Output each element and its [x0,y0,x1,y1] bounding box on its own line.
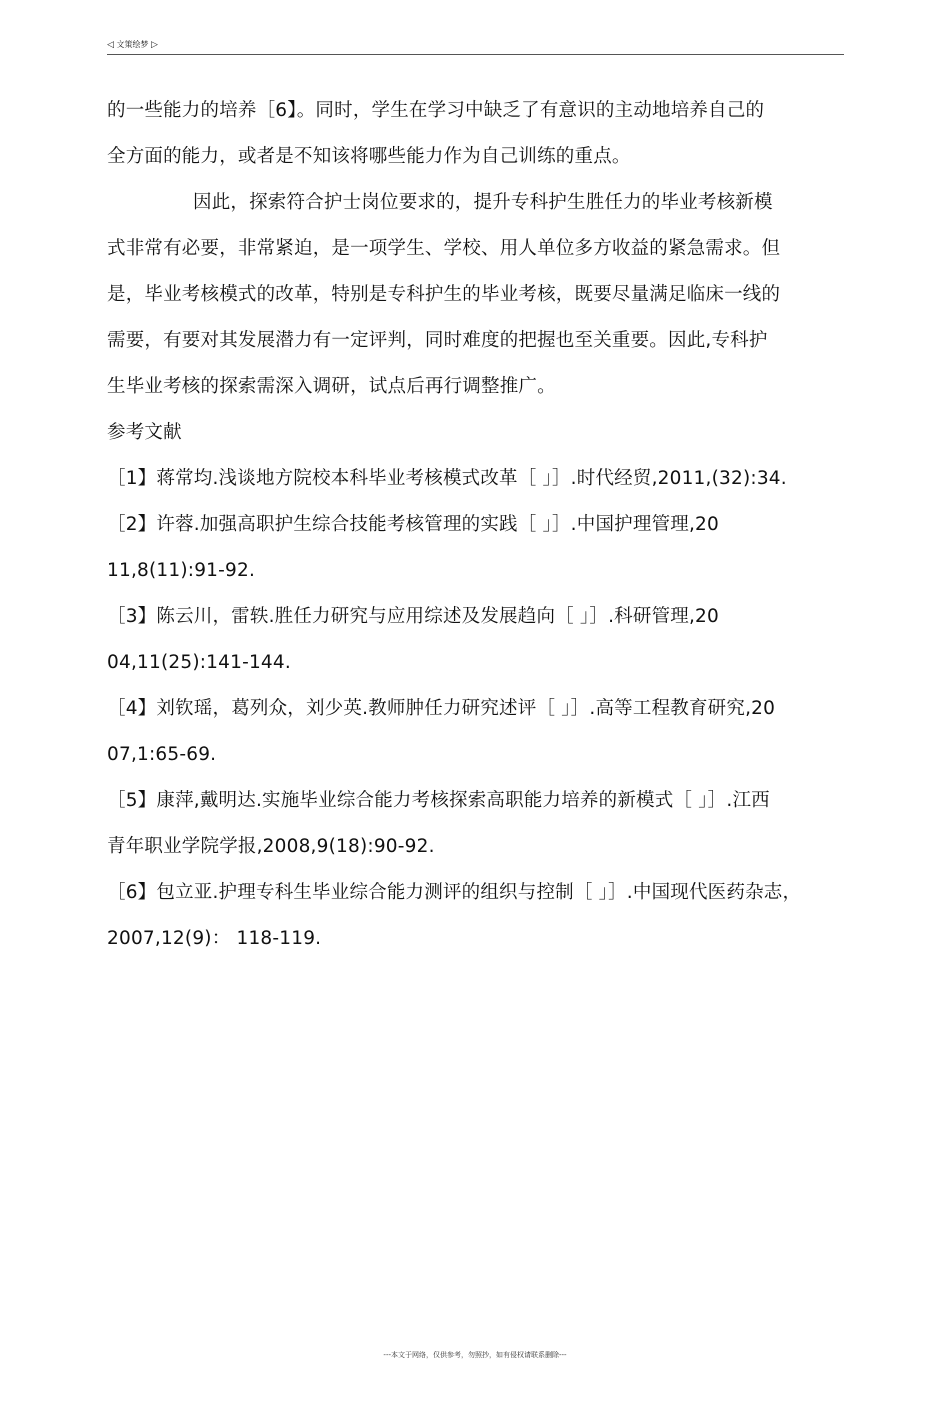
reference-line: 07,1:65-69. [107,744,217,765]
reference-line: ［1】蒋常均.浅谈地方院校本科毕业考核模式改革［ 」］.时代经贸,2011,(32):34. [107,468,787,489]
reference-line: ［6】包立亚.护理专科生毕业综合能力测评的组织与控制［ 」］.中国现代医药杂志， [107,882,802,903]
text-line: 是，毕业考核模式的改革，特别是专科护生的毕业考核，既要尽量满足临床一线的 [107,284,781,305]
references-heading: 参考文献 [107,422,182,443]
reference-item [107,870,852,962]
reference-line: ［3】陈云川，雷轶.胜任力研究与应用综述及发展趋向［ 」］.科研管理,20 [107,606,719,627]
reference-line: ［2】许蓉.加强高职护生综合技能考核管理的实践［ 」］.中国护理管理,20 [107,514,719,535]
reference-item [107,456,852,502]
text-line: 因此，探索符合护士岗位要求的，提升专科护生胜任力的毕业考核新模 [193,192,773,213]
paragraph-1 [107,88,852,180]
reference-line: ［5】康萍,戴明达.实施毕业综合能力考核探索高职能力培养的新模式［ 」］.江西 [107,790,770,811]
reference-line: 11,8(11):91-92. [107,560,256,581]
reference-line: 04,11(25):141-144. [107,652,291,673]
references-section [107,410,852,962]
reference-item [107,778,852,870]
reference-item [107,594,852,686]
reference-line: 青年职业学院学报,2008,9(18):90-92. [107,836,435,857]
text-line: 需要，有要对其发展潜力有一定评判，同时难度的把握也至关重要。因此,专科护 [107,330,768,351]
reference-line: 2007,12(9)： 118-119. [107,928,322,949]
page-header [107,38,844,55]
right-triangle-icon: ▷ [151,40,158,50]
text-line: 生毕业考核的探索需深入调研，试点后再行调整推广。 [107,376,556,397]
text-line: 的一些能力的培养［6】。同时，学生在学习中缺乏了有意识的主动地培养自己的 [107,100,765,121]
document-body [107,88,852,962]
paragraph-2 [107,180,852,410]
reference-line: ［4】刘钦瑶，葛列众，刘少英.教师肿任力研究述评［ 」］.高等工程教育研究,20 [107,698,776,719]
reference-item [107,502,852,594]
text-line: 式非常有必要，非常紧迫，是一项学生、学校、用人单位多方收益的紧急需求。但 [107,238,781,259]
text-line: 全方面的能力，或者是不知该将哪些能力作为自己训练的重点。 [107,146,631,167]
reference-item [107,686,852,778]
left-triangle-icon: ◁ [107,40,114,50]
header-title: 文策绘梦 [116,40,149,49]
page-footer: ---本文于网络，仅供参考，勿照抄，如有侵权请联系删除--- [383,1351,567,1359]
